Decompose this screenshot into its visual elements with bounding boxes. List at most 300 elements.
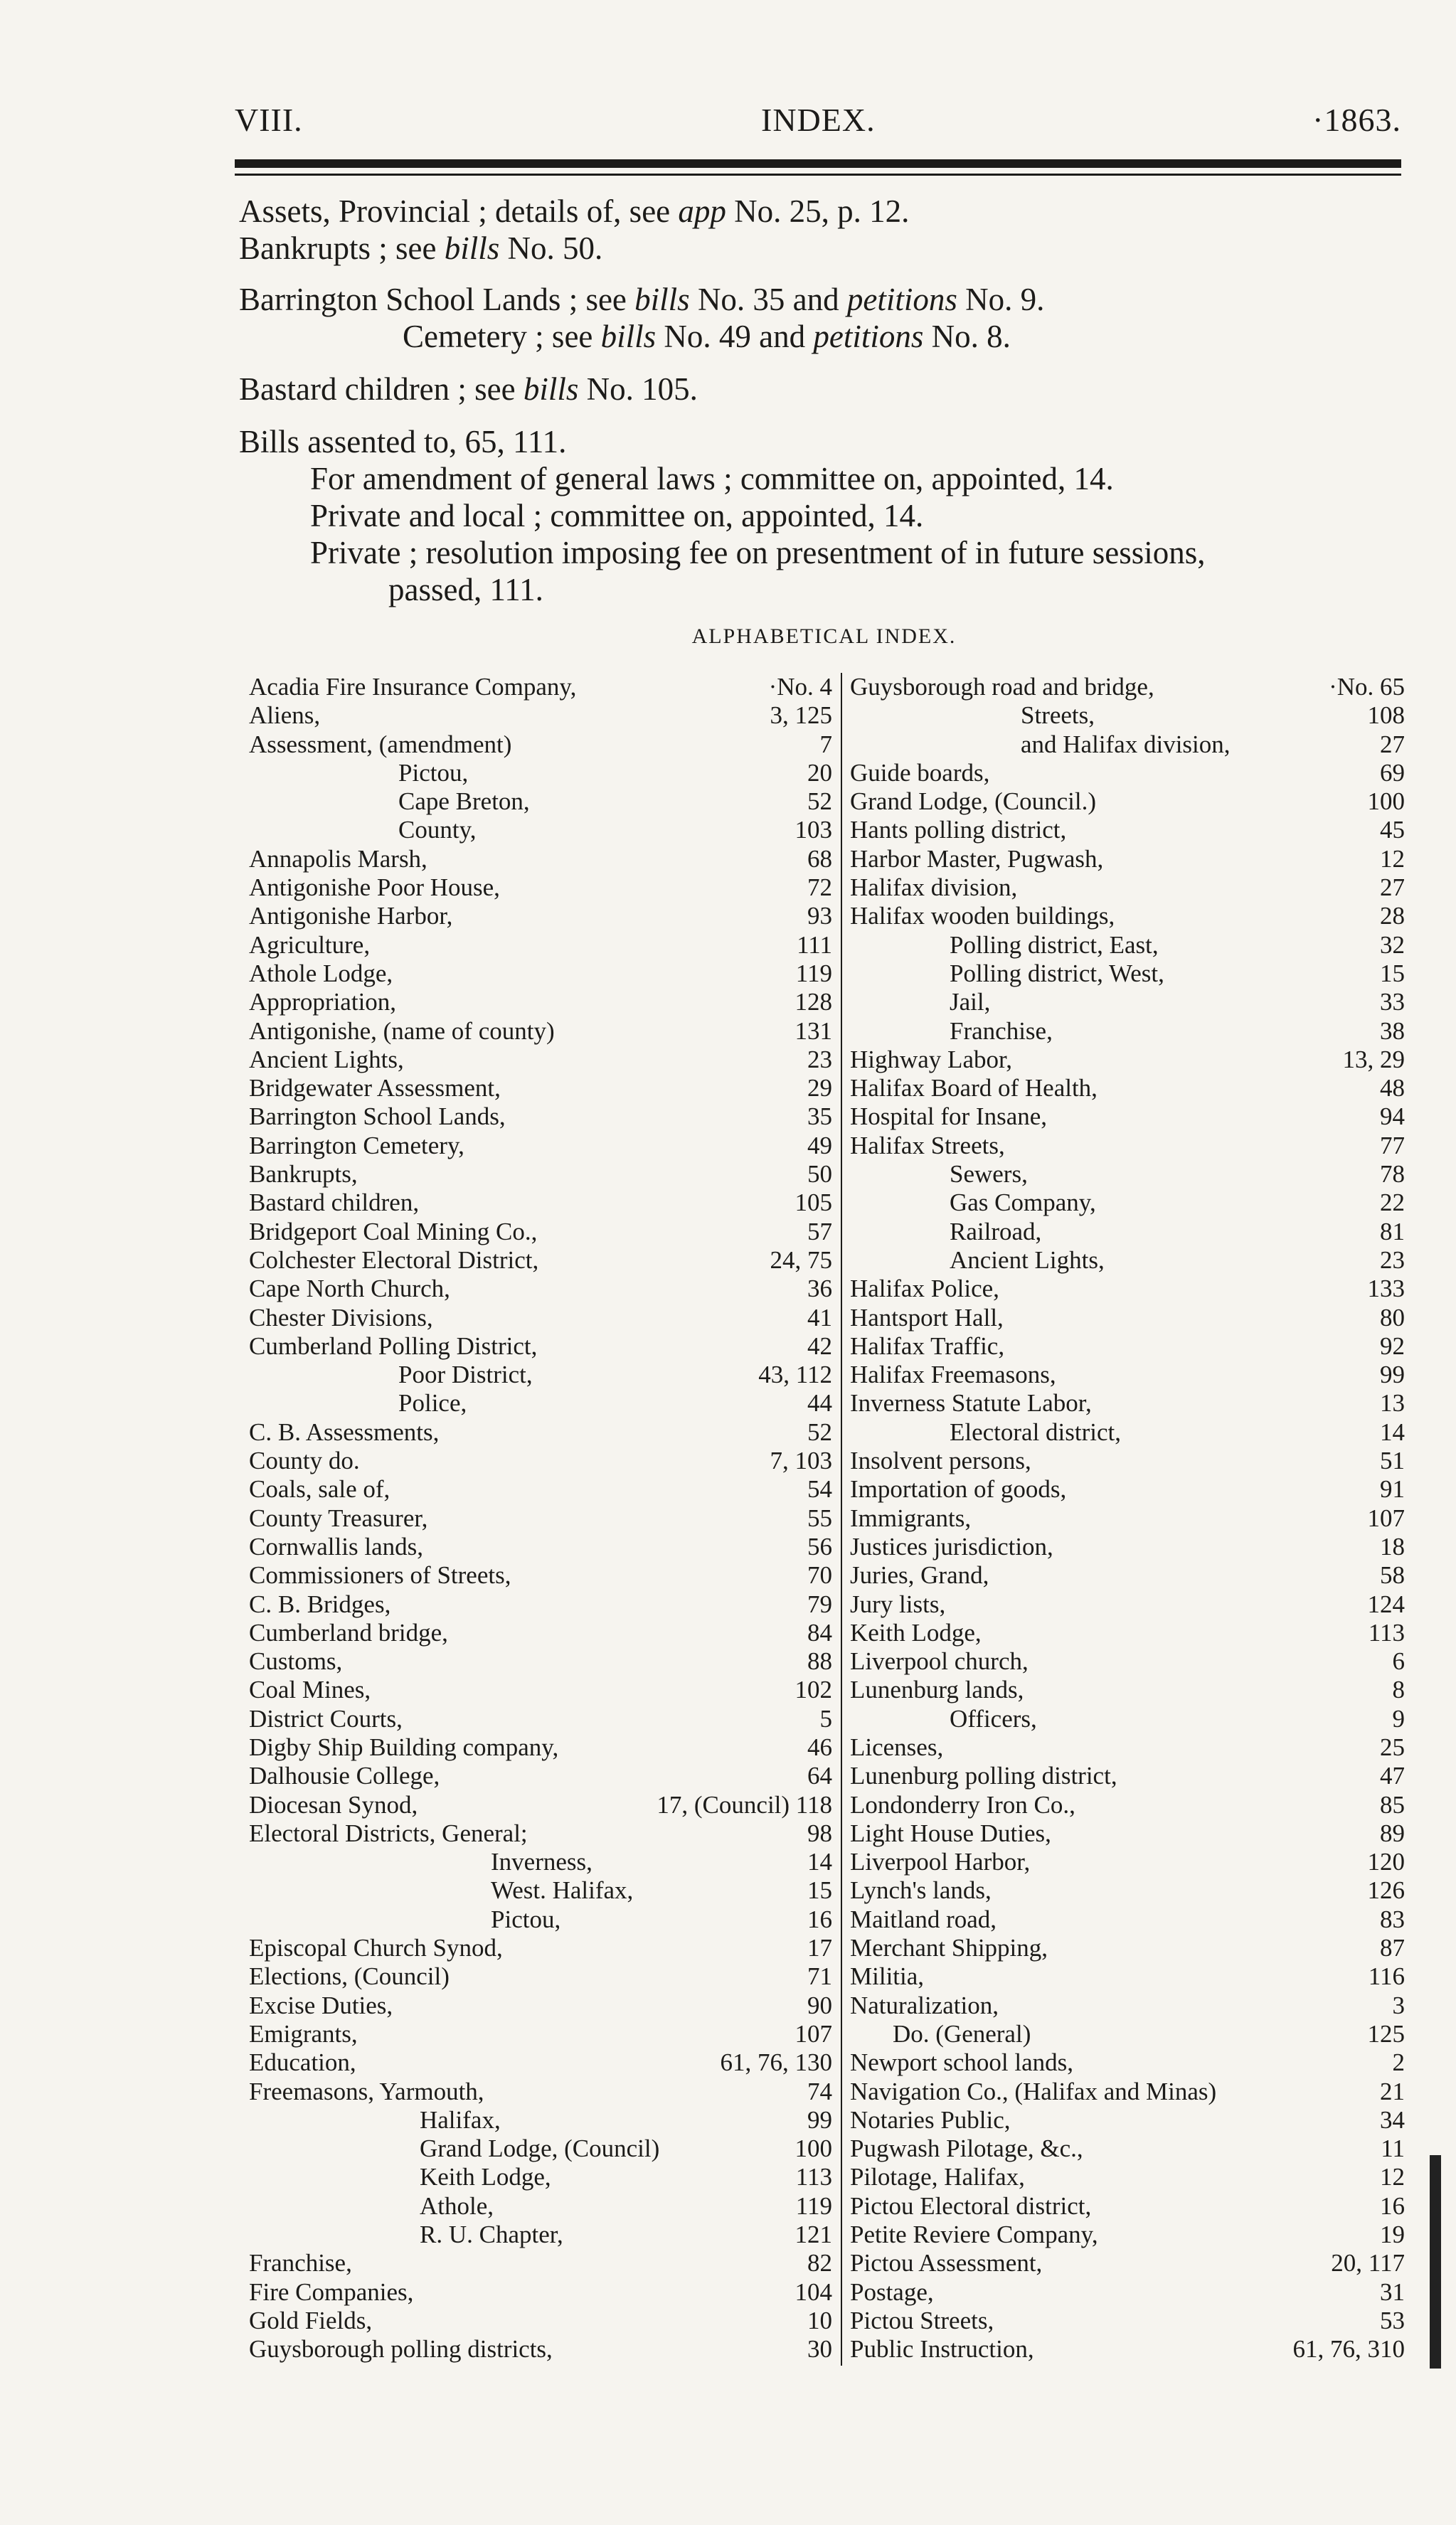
- index-row-number: 34: [1380, 2105, 1405, 2134]
- index-row-topic: Juries, Grand,: [850, 1561, 989, 1590]
- index-row-number: 125: [1367, 2019, 1405, 2048]
- index-row: [850, 1189, 1405, 1217]
- index-row: [249, 1189, 832, 1217]
- index-row-topic: Grand Lodge, (Council): [420, 2135, 660, 2163]
- index-row-topic: and Halifax division,: [1021, 730, 1231, 758]
- index-row: [249, 1475, 832, 1504]
- index-row: [850, 1275, 1405, 1303]
- index-row-topic: Elections, (Council): [249, 1962, 450, 1991]
- index-row-number: 126: [1367, 1876, 1405, 1905]
- index-row-number: 3: [1392, 1991, 1405, 2019]
- index-row: [850, 1676, 1405, 1704]
- index-row: [249, 1819, 832, 1848]
- index-entry: [239, 280, 1044, 319]
- index-row: [850, 1762, 1405, 1790]
- index-row-topic: Londonderry Iron Co.,: [850, 1790, 1075, 1819]
- index-row-number: 102: [795, 1676, 832, 1704]
- index-row: [850, 1389, 1405, 1418]
- index-row-topic: Maitland road,: [850, 1905, 997, 1933]
- index-row: [249, 1590, 832, 1619]
- index-row-topic: Halifax Traffic,: [850, 1331, 1005, 1360]
- index-row: [249, 2078, 832, 2106]
- index-entry: [310, 459, 1114, 498]
- index-row-topic: Guysborough road and bridge,: [850, 673, 1154, 701]
- index-row-topic: Halifax Freemasons,: [850, 1361, 1056, 1389]
- index-row-topic: Halifax division,: [850, 873, 1018, 902]
- index-row-topic: Polling district, West,: [950, 959, 1164, 987]
- index-row: [249, 2192, 832, 2221]
- index-row-topic: Electoral district,: [950, 1418, 1122, 1446]
- index-row: [249, 1762, 832, 1790]
- index-row: [249, 2307, 832, 2335]
- index-row: [850, 1046, 1405, 1074]
- index-row-number: 7, 103: [770, 1447, 832, 1475]
- index-row-topic: Hantsport Hall,: [850, 1303, 1004, 1331]
- index-row: [249, 2278, 832, 2307]
- index-row: [249, 988, 832, 1016]
- index-row: [249, 1561, 832, 1590]
- index-row-number: 124: [1367, 1590, 1405, 1618]
- index-row-topic: Bridgeport Coal Mining Co.,: [249, 1217, 538, 1245]
- index-row-topic: West. Halifax,: [491, 1876, 634, 1905]
- index-row: [249, 1934, 832, 1962]
- index-row-number: 90: [807, 1991, 832, 2019]
- index-row: [850, 2192, 1405, 2221]
- index-row: [249, 1533, 832, 1561]
- index-row-number: 93: [807, 902, 832, 930]
- index-entry-emphasis: bills: [444, 230, 500, 266]
- index-row-topic: Do. (General): [893, 2019, 1031, 2048]
- index-row-topic: Halifax wooden buildings,: [850, 902, 1115, 930]
- index-row-number: 2: [1392, 2048, 1405, 2077]
- index-row-topic: Navigation Co., (Halifax and Minas): [850, 2077, 1217, 2105]
- index-row: [249, 2163, 832, 2191]
- index-row: [249, 1102, 832, 1131]
- index-row-topic: Immigrants,: [850, 1504, 972, 1532]
- index-row-topic: Colchester Electoral District,: [249, 1245, 539, 1274]
- index-row: [850, 1533, 1405, 1561]
- index-row-topic: Lunenburg lands,: [850, 1676, 1024, 1704]
- index-row-topic: Highway Labor,: [850, 1045, 1012, 1073]
- index-row: [249, 1647, 832, 1676]
- index-row: [850, 2078, 1405, 2106]
- index-row-topic: Annapolis Marsh,: [249, 844, 427, 873]
- index-row-topic: Jury lists,: [850, 1590, 946, 1618]
- index-row-topic: Jail,: [950, 988, 991, 1016]
- index-row-number: 128: [795, 988, 832, 1016]
- index-row: [249, 1705, 832, 1733]
- index-row-topic: Assessment, (amendment): [249, 730, 512, 758]
- index-row-number: 15: [1380, 959, 1405, 987]
- index-row: [850, 845, 1405, 873]
- index-row-number: 20, 117: [1331, 2249, 1405, 2277]
- index-row-topic: Cornwallis lands,: [249, 1532, 423, 1561]
- index-row-number: 103: [795, 816, 832, 844]
- index-entry: [388, 570, 543, 609]
- index-row-topic: Militia,: [850, 1962, 925, 1991]
- index-row: [850, 816, 1405, 844]
- index-row-topic: Dalhousie College,: [249, 1762, 440, 1790]
- index-row-number: 23: [807, 1045, 832, 1073]
- index-entry-emphasis: app: [678, 193, 726, 229]
- index-row-topic: Postage,: [850, 2277, 934, 2306]
- index-row-number: 91: [1380, 1475, 1405, 1504]
- index-row-number: 3, 125: [770, 701, 832, 730]
- index-row-topic: County Treasurer,: [249, 1504, 428, 1532]
- index-entry-text: Bills assented to, 65, 111.: [239, 424, 567, 459]
- index-row-topic: R. U. Chapter,: [420, 2221, 563, 2249]
- index-row: [249, 1132, 832, 1160]
- index-row: [249, 1733, 832, 1762]
- index-row: [249, 1017, 832, 1046]
- index-row-topic: Cape Breton,: [398, 787, 530, 816]
- index-row-topic: Athole Lodge,: [249, 959, 393, 987]
- index-row: [249, 960, 832, 988]
- index-entry: [239, 192, 909, 230]
- index-row-number: 53: [1380, 2306, 1405, 2334]
- index-entry-emphasis: bills: [634, 282, 690, 317]
- index-row-number: 6: [1392, 1647, 1405, 1676]
- index-row-topic: Importation of goods,: [850, 1475, 1067, 1504]
- index-row: [850, 1160, 1405, 1189]
- index-row: [249, 1275, 832, 1303]
- index-row-topic: Coal Mines,: [249, 1676, 371, 1704]
- index-row-number: 98: [807, 1819, 832, 1847]
- index-entry-text: Cemetery ; see: [403, 319, 601, 354]
- index-row: [850, 759, 1405, 787]
- index-row-topic: Diocesan Synod,: [249, 1790, 418, 1819]
- index-row-number: 81: [1380, 1217, 1405, 1245]
- index-entry-text: Private and local ; committee on, appointed, 14.: [310, 498, 924, 533]
- index-row: [249, 1332, 832, 1361]
- index-row-number: 50: [807, 1160, 832, 1189]
- index-entry-text: No. 9.: [957, 282, 1045, 317]
- index-row-number: 35: [807, 1102, 832, 1131]
- index-row-number: 29: [807, 1074, 832, 1102]
- index-row-number: 78: [1380, 1160, 1405, 1189]
- index-row: [249, 759, 832, 787]
- index-row-topic: Licenses,: [850, 1733, 944, 1761]
- index-row-number: 17, (Council) 118: [657, 1790, 832, 1819]
- index-row-number: 61, 76, 130: [720, 2048, 832, 2077]
- index-row: [249, 2221, 832, 2249]
- index-row: [850, 960, 1405, 988]
- index-row-topic: Hospital for Insane,: [850, 1102, 1048, 1131]
- index-row-number: 19: [1380, 2221, 1405, 2249]
- index-row-number: 113: [795, 2163, 832, 2191]
- index-row-topic: Barrington School Lands,: [249, 1102, 506, 1131]
- index-row: [850, 873, 1405, 902]
- left-index-column: [249, 673, 832, 2364]
- index-row-topic: Pictou Assessment,: [850, 2249, 1043, 2277]
- index-row: [249, 2048, 832, 2077]
- index-row: [850, 701, 1405, 730]
- index-row-topic: Franchise,: [249, 2249, 352, 2277]
- index-row-topic: Halifax,: [420, 2105, 501, 2134]
- index-row-topic: Liverpool Harbor,: [850, 1848, 1031, 1876]
- index-row-number: 30: [807, 2335, 832, 2364]
- right-index-column: [850, 673, 1405, 2364]
- index-row-topic: Grand Lodge, (Council.): [850, 787, 1097, 816]
- index-row-number: 113: [1368, 1618, 1405, 1647]
- index-row-number: 14: [1380, 1418, 1405, 1446]
- index-row-topic: Appropriation,: [249, 988, 397, 1016]
- index-row-topic: Coals, sale of,: [249, 1475, 390, 1504]
- index-row-topic: Chester Divisions,: [249, 1303, 433, 1331]
- index-row: [850, 1819, 1405, 1848]
- index-row-topic: Pictou,: [491, 1905, 561, 1933]
- index-row: [850, 787, 1405, 816]
- index-row-topic: Cumberland Polling District,: [249, 1331, 538, 1360]
- index-row: [850, 1132, 1405, 1160]
- index-entry: [310, 496, 923, 535]
- index-row-topic: Insolvent persons,: [850, 1447, 1031, 1475]
- index-row: [249, 1876, 832, 1905]
- index-row: [850, 1074, 1405, 1102]
- index-row: [249, 2249, 832, 2277]
- index-row-topic: County do.: [249, 1447, 360, 1475]
- index-row-number: 70: [807, 1561, 832, 1590]
- index-row-number: 64: [807, 1762, 832, 1790]
- index-row: [850, 1017, 1405, 1046]
- index-row-number: 55: [807, 1504, 832, 1532]
- index-row-topic: Fire Companies,: [249, 2277, 414, 2306]
- index-row-number: 131: [795, 1016, 832, 1045]
- index-row: [850, 2249, 1405, 2277]
- index-row-topic: Education,: [249, 2048, 356, 2077]
- header-rule-thin: [235, 174, 1401, 176]
- index-row-topic: Streets,: [1021, 701, 1095, 730]
- index-row: [850, 2335, 1405, 2364]
- index-row-number: 33: [1380, 988, 1405, 1016]
- index-row-number: 56: [807, 1532, 832, 1561]
- index-row: [850, 1733, 1405, 1762]
- index-row: [249, 1218, 832, 1246]
- index-row-number: 84: [807, 1618, 832, 1647]
- index-row-number: 32: [1380, 930, 1405, 959]
- index-row: [249, 1791, 832, 1819]
- index-row-topic: District Courts,: [249, 1704, 403, 1733]
- index-row: [850, 1848, 1405, 1876]
- index-row: [850, 1619, 1405, 1647]
- index-row-number: 27: [1380, 730, 1405, 758]
- index-row: [249, 1160, 832, 1189]
- index-row-number: 16: [1380, 2191, 1405, 2220]
- index-row-topic: Inverness,: [491, 1848, 593, 1876]
- index-entry-emphasis: bills: [600, 319, 657, 354]
- index-row-topic: Lynch's lands,: [850, 1876, 992, 1905]
- index-row-topic: Commissioners of Streets,: [249, 1561, 511, 1590]
- index-entry: [310, 533, 1206, 572]
- index-row-topic: Petite Reviere Company,: [850, 2221, 1098, 2249]
- index-row-number: 108: [1367, 701, 1405, 730]
- index-row: [850, 2135, 1405, 2163]
- index-row-topic: Pictou Electoral district,: [850, 2191, 1092, 2220]
- index-row-number: 61, 76, 310: [1292, 2335, 1405, 2364]
- page-number: VIII.: [235, 102, 303, 138]
- index-row: [249, 1504, 832, 1533]
- index-entry: [239, 229, 602, 267]
- index-row-number: 5: [819, 1704, 832, 1733]
- index-row-number: 13: [1380, 1389, 1405, 1418]
- index-row-number: 23: [1380, 1245, 1405, 1274]
- index-entry: [239, 370, 698, 408]
- page-title: INDEX.: [761, 102, 876, 138]
- index-row: [249, 1905, 832, 1934]
- index-row-number: 85: [1380, 1790, 1405, 1819]
- index-row-number: 8: [1392, 1676, 1405, 1704]
- index-entry-text: No. 50.: [499, 230, 603, 266]
- index-row-number: 74: [807, 2077, 832, 2105]
- index-row-topic: C. B. Bridges,: [249, 1590, 391, 1618]
- index-row: [249, 2020, 832, 2048]
- index-entry-text: No. 25, p. 12.: [726, 193, 910, 229]
- index-row-number: 17: [807, 1934, 832, 1962]
- index-row-number: 80: [1380, 1303, 1405, 1331]
- index-row-topic: Pictou,: [398, 758, 469, 787]
- index-row-number: 10: [807, 2306, 832, 2334]
- index-row: [249, 902, 832, 930]
- index-row-number: 99: [807, 2105, 832, 2134]
- index-row-topic: Bridgewater Assessment,: [249, 1074, 501, 1102]
- index-row-number: 22: [1380, 1189, 1405, 1217]
- index-row-topic: Pugwash Pilotage, &c.,: [850, 2135, 1083, 2163]
- index-entry-emphasis: petitions: [846, 282, 957, 317]
- index-entry-text: For amendment of general laws ; committee on, appointed, 14.: [310, 461, 1114, 496]
- index-row-topic: Keith Lodge,: [850, 1618, 982, 1647]
- index-row-topic: Agriculture,: [249, 930, 371, 959]
- index-row: [850, 1934, 1405, 1962]
- index-row-topic: Newport school lands,: [850, 2048, 1073, 2077]
- index-row-number: 89: [1380, 1819, 1405, 1847]
- index-row-number: 107: [795, 2019, 832, 2048]
- index-row-number: 88: [807, 1647, 832, 1676]
- index-row-topic: County,: [398, 816, 477, 844]
- index-entry-emphasis: bills: [523, 371, 579, 407]
- index-row-topic: Gas Company,: [950, 1189, 1096, 1217]
- index-row-number: 47: [1380, 1762, 1405, 1790]
- index-row-topic: Cape North Church,: [249, 1275, 450, 1303]
- index-row-number: 116: [1368, 1962, 1405, 1991]
- index-row-number: 100: [795, 2135, 832, 2163]
- index-row: [249, 701, 832, 730]
- index-row-number: 13, 29: [1342, 1045, 1405, 1073]
- index-row-number: 11: [1381, 2135, 1405, 2163]
- column-divider: [841, 673, 842, 2366]
- index-row: [850, 1992, 1405, 2020]
- index-row: [850, 1705, 1405, 1733]
- index-row-number: 44: [807, 1389, 832, 1418]
- index-row-number: 121: [795, 2221, 832, 2249]
- index-row-number: ·No. 4: [768, 673, 832, 701]
- index-row: [249, 845, 832, 873]
- index-row: [249, 1389, 832, 1418]
- index-row-number: 12: [1380, 2163, 1405, 2191]
- index-row: [850, 1332, 1405, 1361]
- page-edge-mark: [1430, 2155, 1441, 2369]
- index-row-number: 21: [1380, 2077, 1405, 2105]
- index-row-topic: Aliens,: [249, 701, 321, 730]
- index-row-number: 119: [795, 959, 832, 987]
- index-row-number: 16: [807, 1905, 832, 1933]
- index-row-number: 51: [1380, 1447, 1405, 1475]
- index-row: [850, 2048, 1405, 2077]
- index-row-number: 58: [1380, 1561, 1405, 1590]
- index-row: [249, 2135, 832, 2163]
- index-row-number: 79: [807, 1590, 832, 1618]
- index-row: [850, 1791, 1405, 1819]
- index-row-number: 28: [1380, 902, 1405, 930]
- index-row-number: 12: [1380, 844, 1405, 873]
- index-row: [249, 730, 832, 759]
- index-row: [249, 1418, 832, 1447]
- index-row-topic: Antigonishe, (name of county): [249, 1016, 555, 1045]
- index-row: [249, 1962, 832, 1991]
- index-row-number: 82: [807, 2249, 832, 2277]
- index-row-number: 105: [795, 1189, 832, 1217]
- index-row-number: 104: [795, 2277, 832, 2306]
- index-row-number: 24, 75: [770, 1245, 832, 1274]
- index-row-number: 99: [1380, 1361, 1405, 1389]
- index-row-topic: Poor District,: [398, 1361, 533, 1389]
- index-row-topic: Polling district, East,: [950, 930, 1159, 959]
- index-row-topic: Acadia Fire Insurance Company,: [249, 673, 577, 701]
- index-row: [850, 1905, 1405, 1934]
- index-row: [850, 988, 1405, 1016]
- index-row-topic: Guide boards,: [850, 758, 990, 787]
- index-entry-text: No. 105.: [578, 371, 698, 407]
- index-row: [850, 1246, 1405, 1275]
- index-row-topic: Antigonishe Poor House,: [249, 873, 500, 902]
- index-row: [850, 931, 1405, 960]
- index-row: [249, 2106, 832, 2135]
- index-row: [850, 1304, 1405, 1332]
- page-year: ·1863.: [1312, 102, 1401, 138]
- index-row: [850, 2106, 1405, 2135]
- index-row-topic: Pictou Streets,: [850, 2306, 994, 2334]
- index-row-number: 77: [1380, 1131, 1405, 1159]
- index-entry: [403, 317, 1011, 356]
- index-row-number: 49: [807, 1131, 832, 1159]
- index-row-number: 100: [1367, 787, 1405, 816]
- index-row: [249, 673, 832, 701]
- index-row: [249, 1848, 832, 1876]
- index-row: [850, 2163, 1405, 2191]
- index-row-topic: Gold Fields,: [249, 2306, 373, 2334]
- index-row: [850, 1590, 1405, 1619]
- index-row-number: 52: [807, 787, 832, 816]
- index-row-topic: C. B. Assessments,: [249, 1418, 440, 1446]
- index-row-topic: Notaries Public,: [850, 2105, 1011, 2134]
- index-row: [850, 1561, 1405, 1590]
- index-row-number: 36: [807, 1275, 832, 1303]
- index-row-number: 92: [1380, 1331, 1405, 1360]
- index-row: [249, 1246, 832, 1275]
- index-row-topic: Public Instruction,: [850, 2335, 1034, 2364]
- index-entry-text: No. 8.: [923, 319, 1011, 354]
- page-header: [235, 94, 1401, 151]
- index-row: [850, 730, 1405, 759]
- index-row: [249, 1046, 832, 1074]
- index-row-number: 38: [1380, 1016, 1405, 1045]
- index-row: [249, 931, 832, 960]
- index-row-number: 46: [807, 1733, 832, 1761]
- index-row-topic: Pilotage, Halifax,: [850, 2163, 1025, 2191]
- index-row-number: 43, 112: [758, 1361, 832, 1389]
- index-row-topic: Merchant Shipping,: [850, 1934, 1048, 1962]
- index-row-topic: Sewers,: [950, 1160, 1028, 1189]
- index-row-number: 52: [807, 1418, 832, 1446]
